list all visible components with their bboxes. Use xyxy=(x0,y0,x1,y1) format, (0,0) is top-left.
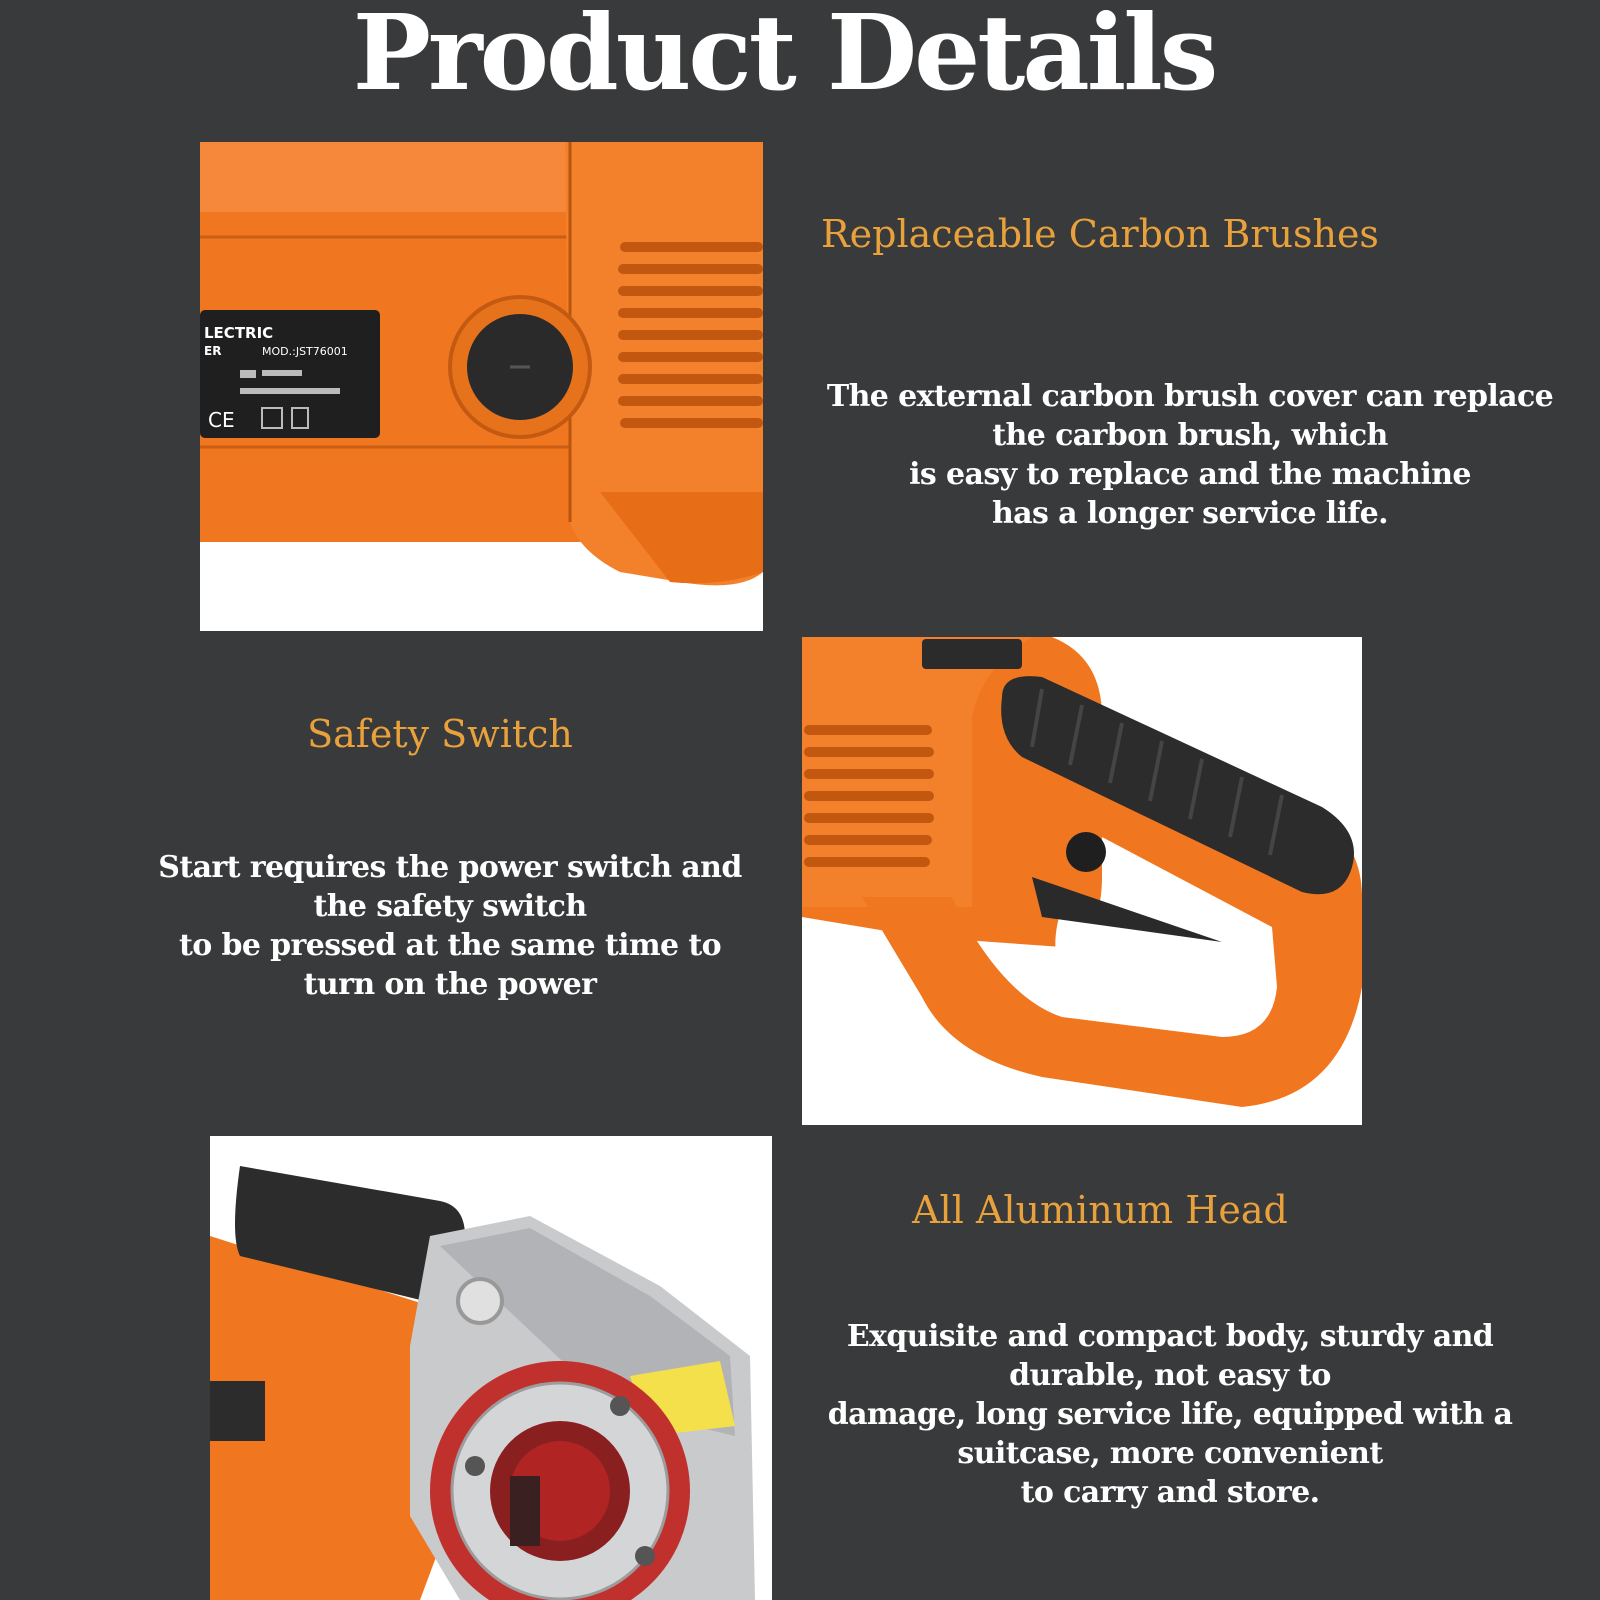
carbon-brush-photo xyxy=(200,142,763,631)
description-line: to be pressed at the same time to xyxy=(178,928,722,963)
svg-text:CE: CE xyxy=(208,408,235,432)
svg-text:MOD.:JST76001: MOD.:JST76001 xyxy=(262,345,348,358)
description-line: the carbon brush, which xyxy=(992,418,1388,453)
feature-description-carbon-brushes xyxy=(800,377,1580,533)
feature-title-aluminum-head: All Aluminum Head xyxy=(912,1188,1288,1232)
svg-text:LECTRIC: LECTRIC xyxy=(204,324,274,342)
feature-description-aluminum-head xyxy=(800,1317,1540,1512)
description-line: to carry and store. xyxy=(1020,1475,1320,1510)
svg-text:ER: ER xyxy=(204,344,222,358)
page-title: Product Details xyxy=(352,0,1216,114)
description-line: has a longer service life. xyxy=(991,496,1389,531)
description-line: the safety switch xyxy=(313,889,587,924)
feature-title-safety-switch: Safety Switch xyxy=(307,712,573,756)
aluminum-head-photo xyxy=(210,1136,772,1600)
description-line: Exquisite and compact body, sturdy and xyxy=(846,1319,1494,1354)
feature-description-safety-switch xyxy=(130,848,770,1004)
description-line: durable, not easy to xyxy=(1009,1358,1331,1393)
feature-title-carbon-brushes: Replaceable Carbon Brushes xyxy=(821,212,1379,256)
description-line: is easy to replace and the machine xyxy=(909,457,1471,492)
safety-switch-photo xyxy=(802,637,1362,1125)
description-line: suitcase, more convenient xyxy=(957,1436,1383,1471)
description-line: turn on the power xyxy=(303,967,597,1002)
description-line: Start requires the power switch and xyxy=(158,850,742,885)
description-line: damage, long service life, equipped with a xyxy=(827,1397,1513,1432)
description-line: The external carbon brush cover can replace xyxy=(826,379,1554,414)
